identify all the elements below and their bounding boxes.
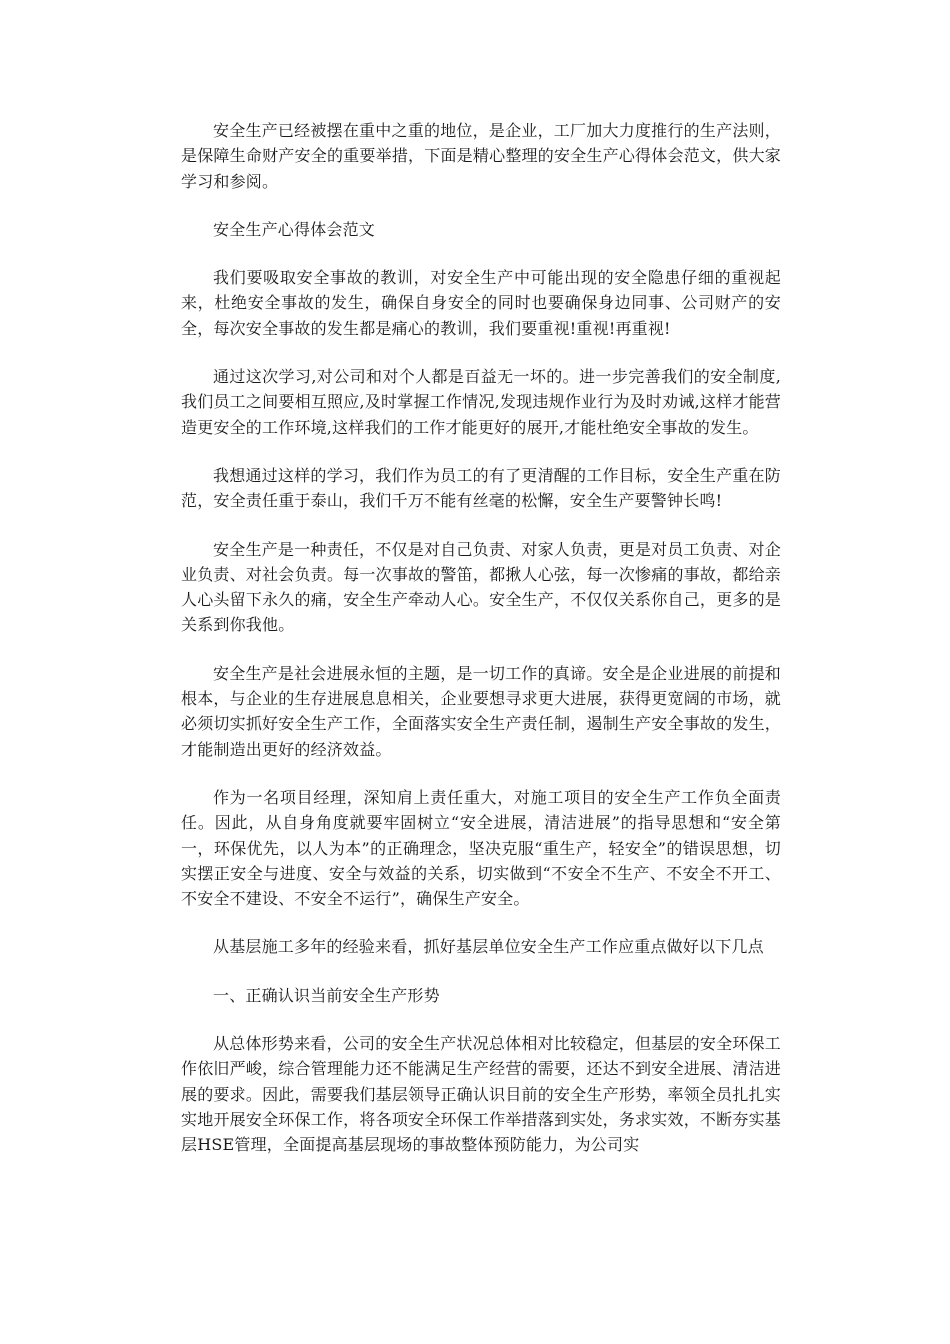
- body-paragraph: 安全生产是社会进展永恒的主题，是一切工作的真谛。安全是企业进展的前提和根本，与企业的生存进展息息相关，企业要想寻求更大进展，获得更宽阔的市场，就必须切实抓好安全生产工作，全面落实安全生产责任制，遏制生产安全事故的发生，才能制造出更好的经济效益。: [181, 663, 781, 759]
- body-paragraph: 我们要吸取安全事故的教训，对安全生产中可能出现的安全隐患仔细的重视起来，杜绝安全事故的发生，确保自身安全的同时也要确保身边同事、公司财产的安全，每次安全事故的发生都是痛心的教训，我们要重视!重视!再重视!: [181, 268, 781, 338]
- body-paragraph: 作为一名项目经理，深知肩上责任重大，对施工项目的安全生产工作负全面责任。因此，从自身角度就要牢固树立“安全进展，清洁进展”的指导思想和“安全第一，环保优先，以人为本”的正确理念，坚决克服“重生产，轻安全”的错误思想，切实摆正安全与进度、安全与效益的关系，切实做到“不安全不生产、不安全不开工、不安全不建设、不安全不运行”，确保生产安全。: [181, 787, 781, 909]
- subsection-heading: 一、正确认识当前安全生产形势: [213, 985, 440, 1005]
- body-paragraph: 我想通过这样的学习，我们作为员工的有了更清醒的工作目标，安全生产重在防范，安全责任重于泰山，我们千万不能有丝毫的松懈，安全生产要警钟长鸣!: [181, 465, 781, 511]
- section-title: 安全生产心得体会范文: [213, 219, 376, 239]
- body-paragraph: 安全生产是一种责任，不仅是对自己负责、对家人负责，更是对员工负责、对企业负责、对社会负责。每一次事故的警笛，都揪人心弦，每一次惨痛的事故，都给亲人心头留下永久的痛，安全生产牵动人心。安全生产，不仅仅关系你自己，更多的是关系到你我他。: [181, 539, 781, 635]
- body-paragraph: 从总体形势来看，公司的安全生产状况总体相对比较稳定，但基层的安全环保工作依旧严峻，综合管理能力还不能满足生产经营的需要，还达不到安全进展、清洁进展的要求。因此，需要我们基层领导正确认识目前的安全生产形势，率领全员扎扎实实地开展安全环保工作，将各项安全环保工作举措落到实处，务求实效，不断夯实基层HSE管理，全面提高基层现场的事故整体预防能力，为公司实: [181, 1034, 781, 1155]
- body-paragraph: 从基层施工多年的经验来看，抓好基层单位安全生产工作应重点做好以下几点: [213, 937, 764, 957]
- body-paragraph: 通过这次学习,对公司和对个人都是百益无一坏的。进一步完善我们的安全制度,我们员工之间要相互照应,及时掌握工作情况,发现违规作业行为及时劝诫,这样才能营造更安全的工作环境,这样我们的工作才能更好的展开,才能杜绝安全事故的发生。: [181, 367, 781, 437]
- intro-paragraph: 安全生产已经被摆在重中之重的地位，是企业，工厂加大力度推行的生产法则，是保障生命财产安全的重要举措，下面是精心整理的安全生产心得体会范文，供大家学习和参阅。: [181, 121, 781, 191]
- document-body: [181, 118, 781, 1181]
